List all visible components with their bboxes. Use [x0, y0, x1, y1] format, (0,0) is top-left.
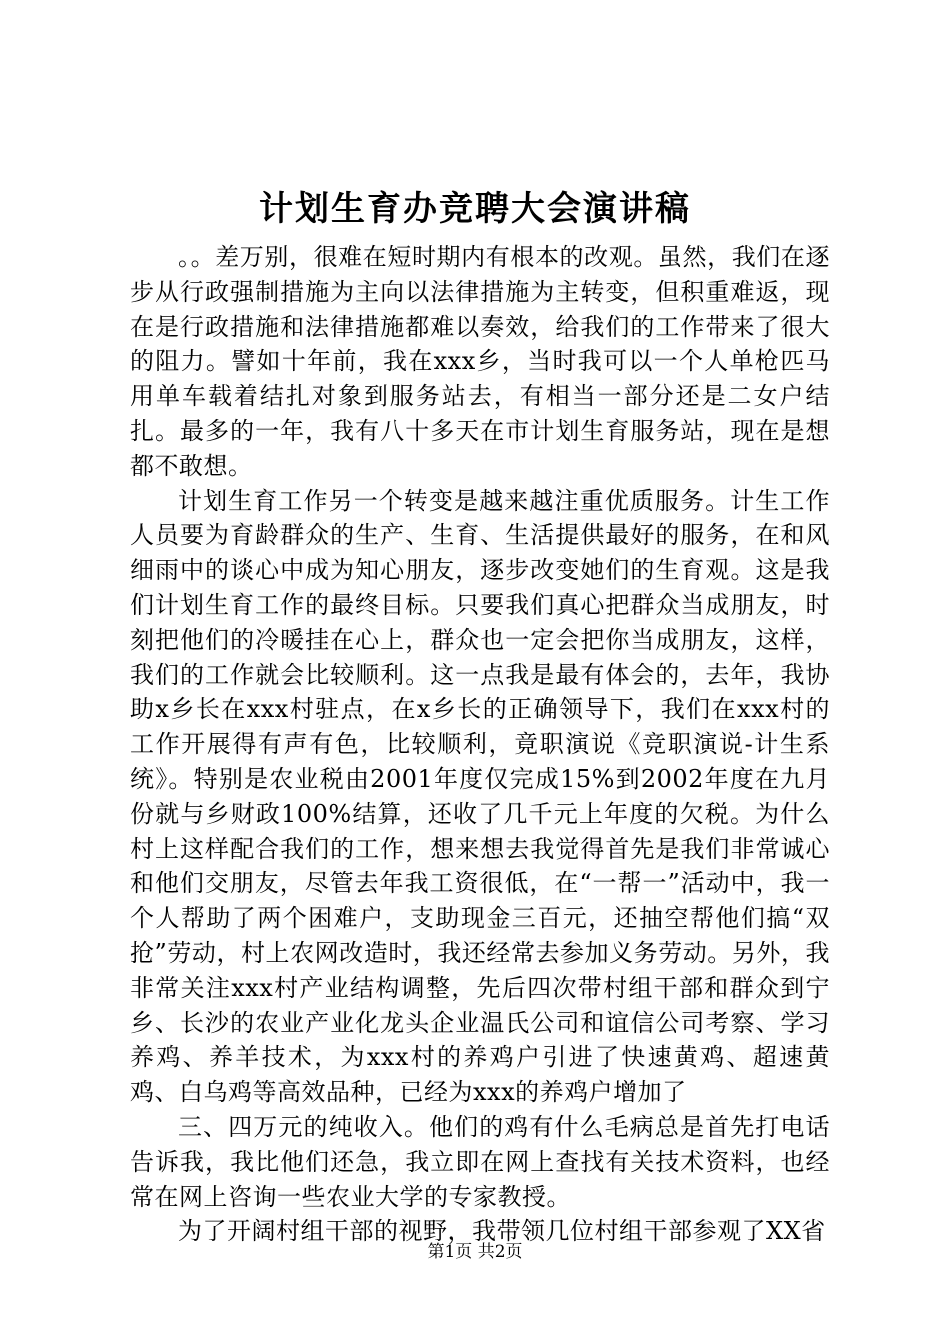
document-title: 计划生育办竞聘大会演讲稿: [259, 189, 691, 229]
paragraph-2: 计划生育工作另一个转变是越来越注重优质服务。计生工作人员要为育龄群众的生产、生育、生活提供最好的服务，在和风细雨中的谈心中成为知心朋友，逐步改变她们的生育观。这是我们计划生育工作的最终目标。只要我们真心把群众当成朋友，时刻把他们的冷暖挂在心上，群众也一定会把你当成朋友，这样，我们的工作就会比较顺利。这一点我是最有体会的，去年，我协助x乡长在xxx村驻点，在x乡长的正确领导下，我们在xxx村的工作开展得有声有色，比较顺利，竟职演说《竞职演说-计生系统》。特别是农业税由2001年度仅完成15%到2002年度在九月份就与乡财政100%结算，还收了几千元上年度的欠税。为什么村上这样配合我们的工作，想来想去我觉得首先是我们非常诚心和他们交朋友，尽管去年我工资很低，在“一帮一”活动中，我一个人帮助了两个困难户，支助现金三百元，还抽空帮他们搞“双抢”劳动，村上农网改造时，我还经常去参加义务劳动。另外，我非常关注xxx村产业结构调整，先后四次带村组干部和群众到宁乡、长沙的农业产业化龙头企业温氏公司和谊信公司考察、学习养鸡、养羊技术，为xxx村的养鸡户引进了快速黄鸡、超速黄鸡、白乌鸡等高效品种，已经为xxx的养鸡户增加了: [130, 486, 830, 1107]
paragraph-1: 。。差万别，很难在短时期内有根本的改观。虽然，我们在逐步从行政强制措施为主向以法律措施为主转变，但积重难返，现在是行政措施和法律措施都难以奏效，给我们的工作带来了很大的阻力。譬如十年前，我在xxx乡，当时我可以一个人单枪匹马用单车载着结扎对象到服务站去，有相当一部分还是二女户结扎。最多的一年，我有八十多天在市计划生育服务站，现在是想都不敢想。: [130, 243, 830, 480]
paragraph-4: 为了开阔村组干部的视野，我带领几位村组干部参观了XX省: [178, 1217, 826, 1246]
document-body: [130, 240, 830, 1249]
page-number-footer: 第1页 共2页: [427, 1242, 523, 1262]
paragraph-3: 三、四万元的纯收入。他们的鸡有什么毛病总是首先打电话告诉我，我比他们还急，我立即在网上查找有关技术资料，也经常在网上咨询一些农业大学的专家教授。: [130, 1112, 830, 1211]
